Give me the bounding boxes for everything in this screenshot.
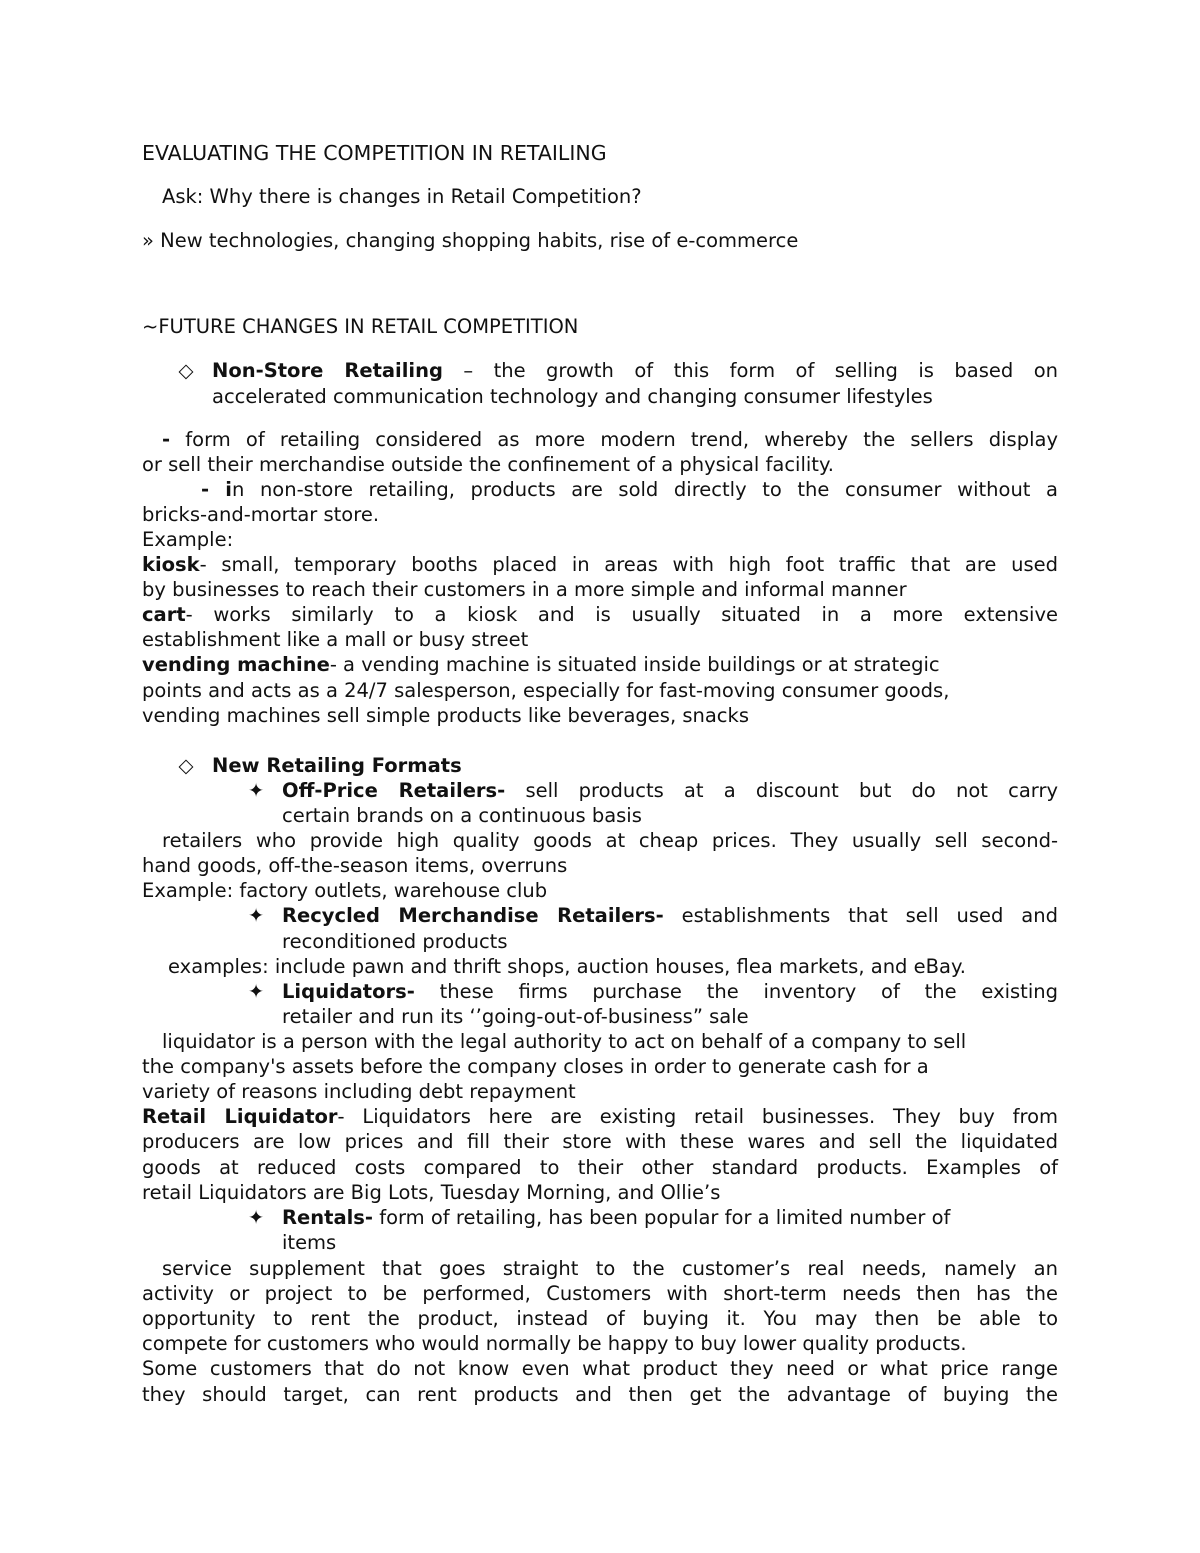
rentals-line-4: activity or project to be performed, Customers with short-term needs then has the [142, 1282, 1058, 1305]
retail-liquidator-line-2: producers are low prices and fill their store with these wares and sell the liquidated [142, 1130, 1058, 1153]
liquidators-line-3: liquidator is a person with the legal authority to act on behalf of a company to sell [162, 1030, 967, 1053]
liquidators-line-2: retailer and run its ‘’going-out-of-business” sale [282, 1005, 749, 1028]
recycled-line-1: Recycled Merchandise Retailers- establishments that sell used and [282, 904, 1058, 927]
answer-line [142, 228, 1058, 253]
offprice-line-1: Off-Price Retailers- sell products at a discount but do not carry [282, 779, 1059, 802]
retail-liquidator-line-4: retail Liquidators are Big Lots, Tuesday Morning, and Ollie’s [142, 1181, 721, 1204]
offprice-line-3: retailers who provide high quality goods at cheap prices. They usually sell second- [162, 829, 1058, 852]
sparkle-bullet-icon: ✦ [247, 980, 265, 1003]
cart-line-1: cart- works similarly to a kiosk and is usually situated in a more extensive [142, 603, 1058, 626]
cart-line-2: establishment like a mall or busy street [142, 628, 529, 651]
liquidators-term: Liquidators- [282, 980, 415, 1003]
nonstore-p1-line-2: or sell their merchandise outside the confinement of a physical facility. [142, 453, 834, 476]
vending-term: vending machine [142, 653, 330, 676]
retail-liquidator-line-3: goods at reduced costs compared to their other standard products. Examples of [142, 1156, 1058, 1179]
nonstore-p2-line-1: - in non-store retailing, products are sold directly to the consumer without a [201, 478, 1059, 501]
vending-line-3: vending machines sell simple products like beverages, snacks [142, 704, 749, 727]
diamond-bullet-icon: ◇ [178, 754, 194, 777]
tilde-glyph: ~ [142, 315, 159, 338]
kiosk-line-1: kiosk- small, temporary booths placed in areas with high foot traffic that are used [142, 553, 1058, 576]
rentals-line-1: Rentals- form of retailing, has been popular for a limited number of [282, 1206, 951, 1229]
diamond-bullet-icon: ◇ [178, 359, 194, 382]
liquidators-line-5: variety of reasons including debt repayment [142, 1080, 576, 1103]
nonstore-line-1: Non-Store Retailing – the growth of this form of selling is based on [212, 359, 1058, 382]
offprice-line-5: Example: factory outlets, warehouse club [142, 879, 548, 902]
retail-liquidator-term: Retail Liquidator [142, 1105, 338, 1128]
liquidators-line-4: the company's assets before the company closes in order to generate cash for a [142, 1055, 929, 1078]
sparkle-bullet-icon: ✦ [247, 904, 265, 927]
formats-heading: New Retailing Formats [212, 754, 462, 777]
kiosk-term: kiosk [142, 553, 200, 576]
rentals-line-6: compete for customers who would normally be happy to buy lower quality products. [142, 1332, 967, 1355]
nonstore-line-2: accelerated communication technology and changing consumer lifestyles [212, 385, 933, 408]
nonstore-term: Non-Store Retailing [212, 359, 443, 382]
example-label: Example: [142, 528, 234, 551]
vending-line-1: vending machine- a vending machine is situated inside buildings or at strategic [142, 653, 940, 676]
sparkle-bullet-icon: ✦ [247, 779, 265, 802]
document-title: EVALUATING THE COMPETITION IN RETAILING [142, 141, 607, 165]
ask-text: Ask: Why there is changes in Retail Competition? [162, 185, 642, 208]
liquidators-line-1: Liquidators- these firms purchase the inventory of the existing [282, 980, 1058, 1003]
retail-liquidator-line-1: Retail Liquidator- Liquidators here are existing retail businesses. They buy from [142, 1105, 1058, 1128]
rentals-term: Rentals- [282, 1206, 373, 1229]
kiosk-line-2: by businesses to reach their customers in a more simple and informal manner [142, 578, 907, 601]
ask-line [142, 184, 1058, 209]
rentals-line-7: Some customers that do not know even what product they need or what price range [142, 1357, 1058, 1380]
vending-line-2: points and acts as a 24/7 salesperson, especially for fast-moving consumer goods, [142, 679, 950, 702]
rentals-line-8: they should target, can rent products and then get the advantage of buying the [142, 1383, 1058, 1406]
rentals-line-3: service supplement that goes straight to the customer’s real needs, namely an [162, 1257, 1058, 1280]
recycled-line-2: reconditioned products [282, 930, 508, 953]
offprice-line-4: hand goods, off-the-season items, overruns [142, 854, 568, 877]
answer-text: New technologies, changing shopping habits, rise of e-commerce [160, 229, 799, 252]
cart-term: cart [142, 603, 186, 626]
recycled-term: Recycled Merchandise Retailers- [282, 904, 664, 927]
nonstore-p2-line-2: bricks-and-mortar store. [142, 503, 380, 526]
offprice-term: Off-Price Retailers- [282, 779, 506, 802]
future-heading-text: FUTURE CHANGES IN RETAIL COMPETITION [158, 315, 579, 338]
raquo-glyph: » [142, 229, 154, 252]
recycled-line-3: examples: include pawn and thrift shops, auction houses, flea markets, and eBay. [168, 955, 966, 978]
future-heading [142, 314, 1058, 339]
offprice-line-2: certain brands on a continuous basis [282, 804, 642, 827]
rentals-line-2: items [282, 1231, 337, 1254]
sparkle-bullet-icon: ✦ [247, 1206, 265, 1229]
nonstore-p1-line-1: - form of retailing considered as more modern trend, whereby the sellers display [162, 428, 1058, 451]
rentals-line-5: opportunity to rent the product, instead of buying it. You may then be able to [142, 1307, 1058, 1330]
